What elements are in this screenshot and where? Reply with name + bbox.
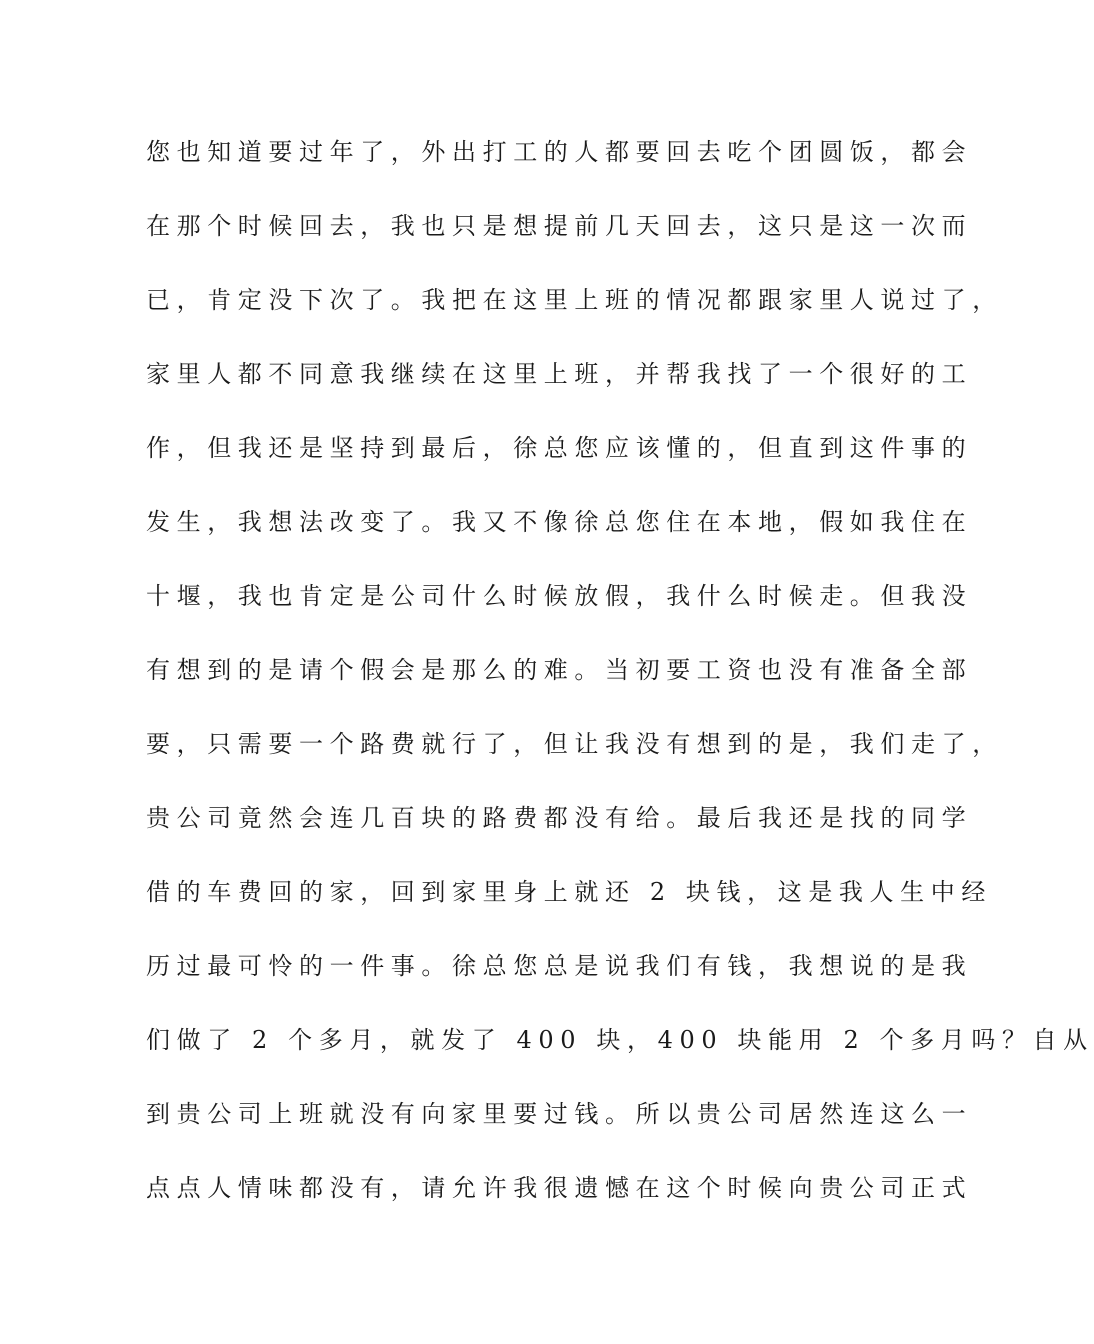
- text-line-14: 到贵公司上班就没有向家里要过钱。所以贵公司居然连这么一: [146, 1100, 973, 1128]
- text-line-12: 历过最可怜的一件事。徐总您总是说我们有钱，我想说的是我: [146, 952, 973, 980]
- letter-body: [146, 128, 1094, 1238]
- text-line-5: 作，但我还是坚持到最后，徐总您应该懂的，但直到这件事的: [146, 434, 973, 462]
- text-line-1: 您也知道要过年了，外出打工的人都要回去吃个团圆饭，都会: [146, 138, 973, 166]
- text-line-10: 贵公司竟然会连几百块的路费都没有给。最后我还是找的同学: [146, 804, 973, 832]
- text-line-6: 发生，我想法改变了。我又不像徐总您住在本地，假如我住在: [146, 508, 973, 536]
- text-line-15: 点点人情味都没有，请允许我很遗憾在这个时候向贵公司正式: [146, 1174, 973, 1202]
- text-line-3: 已，肯定没下次了。我把在这里上班的情况都跟家里人说过了，: [146, 286, 1003, 314]
- text-line-8: 有想到的是请个假会是那么的难。当初要工资也没有准备全部: [146, 656, 973, 684]
- text-line-11: 借的车费回的家，回到家里身上就还 2 块钱，这是我人生中经: [146, 878, 992, 906]
- text-line-4: 家里人都不同意我继续在这里上班，并帮我找了一个很好的工: [146, 360, 973, 388]
- text-line-13: 们做了 2 个多月，就发了 400 块，400 块能用 2 个多月吗？自从: [146, 1026, 1094, 1054]
- text-line-7: 十堰，我也肯定是公司什么时候放假，我什么时候走。但我没: [146, 582, 973, 610]
- text-line-2: 在那个时候回去，我也只是想提前几天回去，这只是这一次而: [146, 212, 973, 240]
- text-line-9: 要，只需要一个路费就行了，但让我没有想到的是，我们走了，: [146, 730, 1003, 758]
